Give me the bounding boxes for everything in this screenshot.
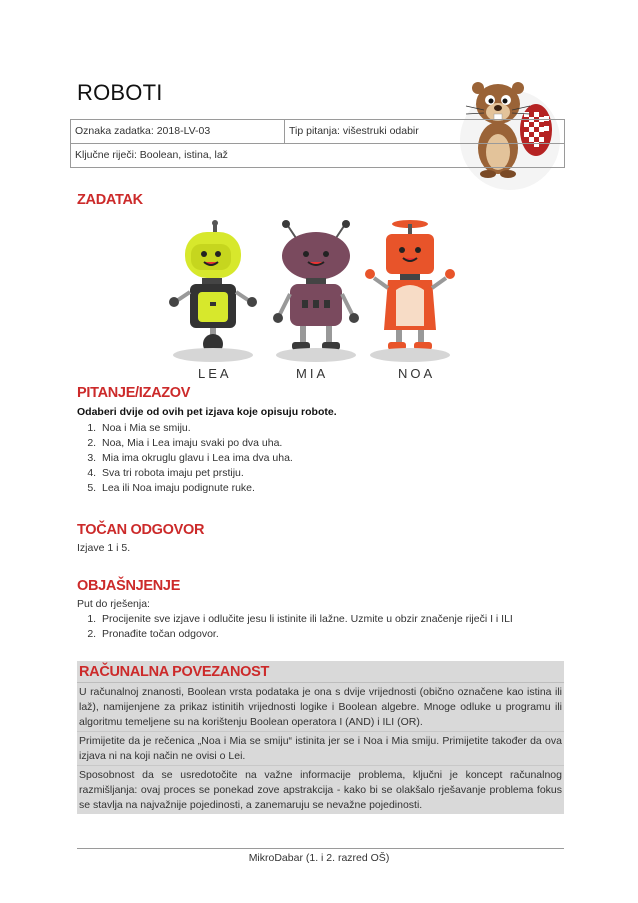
- explanation-step: 2. Pronađite točan odgovor.: [99, 627, 579, 642]
- explanation-heading: OBJAŠNJENJE: [77, 578, 181, 594]
- keywords: Ključne riječi: Boolean, istina, laž: [71, 144, 565, 168]
- answer-text: Izjave 1 i 5.: [77, 542, 131, 554]
- explanation-step: 1. Procijenite sve izjave i odlučite jesu li istinite ili lažne. Uzmite u obzir značenje riječi I i ILI: [99, 612, 579, 627]
- robots-illustration: [160, 218, 480, 364]
- question-option: 3. Mia ima okruglu glavu i Lea ima dva uha.: [99, 451, 579, 466]
- computing-heading: RAČUNALNA POVEZANOST: [77, 661, 564, 683]
- answer-heading: TOČAN ODGOVOR: [77, 522, 205, 538]
- question-heading: PITANJE/IZAZOV: [77, 385, 191, 401]
- robot-name-mia: MIA: [296, 366, 329, 381]
- question-option: 5. Lea ili Noa imaju podignute ruke.: [99, 481, 579, 496]
- footer-divider: [77, 848, 564, 849]
- question-options-list: [77, 421, 579, 496]
- explanation-steps-list: [77, 612, 579, 642]
- question-option: 4. Sva tri robota imaju pet prstiju.: [99, 466, 579, 481]
- question-option: 2. Noa, Mia i Lea imaju svaki po dva uha.: [99, 436, 579, 451]
- robot-lea-icon: [169, 220, 257, 362]
- explanation-intro: Put do rješenja:: [77, 598, 150, 610]
- page-title: ROBOTI: [77, 80, 163, 105]
- robot-name-noa: NOA: [398, 366, 436, 381]
- task-meta-table: [70, 119, 565, 168]
- question-type: Tip pitanja: višestruki odabir: [285, 120, 565, 144]
- computing-paragraph: U računalnoj znanosti, Boolean vrsta podataka je ona s dvije vrijednosti (obično označene kao istina ili laž), namijenjene za prikaz istinitih vrijednosti logike i Boolean algebre. Mnoge odluke u programu ili algoritmu temeljene su na korištenju Boolean operatora I (AND) i ILI (OR).: [77, 683, 564, 732]
- robot-name-lea: LEA: [198, 366, 232, 381]
- computing-section: [77, 661, 564, 814]
- computing-paragraph: Sposobnost da se usredotočite na važne informacije problema, ključni je koncept računalnog razmišljanja: ovaj proces se ponekad zove apstrakcija - kako bi se olakšalo rješavanje problema fokus se stavlja na najvažnije pojedinosti, a zanemaruju se nevažne pojedinosti.: [79, 769, 562, 811]
- computing-paragraph: Primijetite da je rečenica „Noa i Mia se smiju“ istinita jer se i Noa i Mia smiju. Primijetite također da ova izjava ni na koji način ne ovisi o Lei.: [77, 732, 564, 766]
- task-heading: ZADATAK: [77, 192, 143, 208]
- robot-noa-icon: [365, 220, 455, 362]
- footer-text: MikroDabar (1. i 2. razred OŠ): [248, 852, 390, 864]
- question-prompt: Odaberi dvije od ovih pet izjava koje opisuju robote.: [77, 406, 337, 418]
- robot-mia-icon: [273, 220, 359, 362]
- task-code: Oznaka zadatka: 2018-LV-03: [71, 120, 285, 144]
- question-option: 1. Noa i Mia se smiju.: [99, 421, 579, 436]
